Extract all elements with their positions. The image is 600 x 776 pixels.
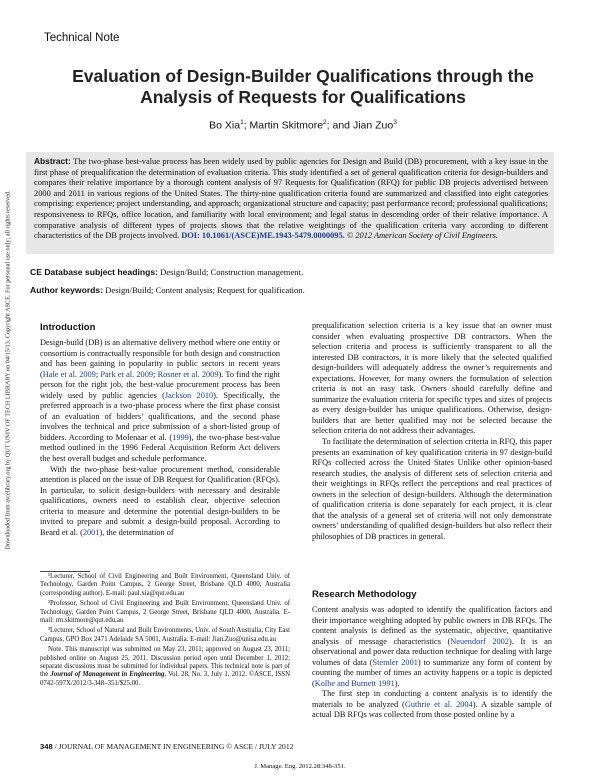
affiliation-mark: 2: [323, 119, 327, 126]
abstract: [34, 156, 548, 242]
footnote-2: ²Professor, School of Civil Engineering and Built Environment, Queensland Univ. of Technology, Garden Point Campus, 2 George Street, Brisbane QLD 4000, Australia. E-mail: rm.skitmore@qut.edu.au: [40, 600, 290, 625]
citation-link[interactable]: Park et al. 2009: [100, 369, 153, 379]
subject-headings-text: Design/Build; Construction management.: [160, 267, 304, 277]
intro-paragraph-2: With the two-phase best-value procurement method, considerable attention is placed on the issue of DB Request for Qualification (RFQs). In particular, to solicit design-builders with necessary and desirable qualifications, owners need to establish clear, objective selection criteria to measure and determine the potential design-builders to be invited to prepare and submit a design-build proposal. According to Beard et al. (2001), the determination of: [40, 464, 280, 537]
footnote-1: ¹Lecturer, School of Civil Engineering and Built Environment, Queensland Univ. of Technology, Garden Point Campus, 2 George Street, Brisbane QLD 4000, Australia (corresponding author). E-mail: paul.xia@qut.edu.au: [40, 573, 290, 597]
footnote-rule: [40, 571, 90, 572]
abstract-text: The two-phase best-value process has been widely used by public agencies for Design and Build (DB) procurement, with a key issue in the first phase of prequalification the determination of evaluation criteria. This study identified a set of general qualification criteria for design-builders and compares their relative importance by a thorough content analysis of 97 Requests for Qualification (RFQ) for public DB projects advertised between 2000 and 2011 in various regions of the United States. The thirty-nine qualification criteria found are summarized and classified into eight categories comprising: experience; project understanding, and approach; organizational structure and capacity; past performance record; professional qualifications; responsiveness to RFQs, office location, and familiarity with local environment; and legal status in descending order of their relative importance. A comparative analysis of different types of projects shows that the relative weightings of the qualification criteria vary according to different characteristics of the DB projects involved.: [34, 157, 548, 241]
citation-link[interactable]: Neuendorf 2002: [450, 636, 509, 646]
abstract-copyright: © 2012 American Society of Civil Engineers.: [346, 231, 498, 241]
right-paragraph-2: To facilitate the determination of selection criteria in RFQ, this paper presents an examination of key qualification criteria in 97 design-build RFQs collected across the United States Unlike other opinion-based research studies, the analysis of different sets of selection criteria and their weightings in RFQs reflect the perceptions and real practices of owners in the selection of design-builders. Although the determination of qualification criteria is done separately for each project, it is clear that the analysis of a general set of criteria will not only demonstrate owners’ understanding of qualified design-builders but also reflect their philosophies of DB practices in general.: [312, 437, 552, 541]
author-list: Bo Xia$^1$; Martin Skitmore$^2$; and Jian Zuo$^3$: [209, 119, 397, 132]
methodology-paragraph-1: Content analysis was adopted to identify the qualification factors and their importance weighting adopted by public owners in DB RFQs. The content analysis is defined as the systematic, objective, quantitative analysis of message characteristics (Neuendorf 2002). It is an observational and power data reduction technique for dealing with large volumes of data (Stemler 2001) to summarize any form of content by counting the number of times an activity happens or a topic is depicted (Kolbe and Burnett 1991).: [312, 605, 552, 688]
citation-link[interactable]: Hale et al. 2009: [42, 369, 96, 379]
citation-link[interactable]: Rosner et al. 2009: [157, 369, 219, 379]
footer-journal: / JOURNAL OF MANAGEMENT IN ENGINEERING © ASCE / JULY 2012: [52, 742, 294, 751]
author-keywords-label: Author keywords:: [30, 285, 104, 295]
page-number: 348: [40, 742, 53, 751]
citation-line: J. Manage. Eng. 2012.28:348-351.: [254, 763, 346, 770]
footnotes: [40, 573, 290, 690]
author-keywords: [30, 285, 550, 295]
author-keywords-text: Design/Build; Content analysis; Request for qualification.: [105, 285, 305, 295]
right-column-top: [312, 321, 552, 542]
subject-headings-label: CE Database subject headings:: [30, 267, 158, 277]
introduction-heading: Introduction: [40, 322, 96, 333]
section-label: Technical Note: [44, 32, 120, 44]
author-name: Jian Zuo: [352, 119, 394, 132]
doi-link[interactable]: DOI: 10.1061/(ASCE)ME.1943-5479.0000095.: [181, 231, 345, 241]
citation-link[interactable]: Stemler 2001: [372, 657, 418, 667]
subject-headings: [30, 267, 550, 277]
affiliation-mark: 3: [393, 119, 397, 126]
journal-name: Journal of Management in Engineering: [50, 671, 165, 679]
affiliation-mark: 1: [240, 119, 244, 126]
download-sidebar: Downloaded from ascelibrary.org by QUT UNIV OF TECH LIBRARY on 04/15/13. Copyright ASCE. For personal use only; all rights reserved.: [4, 190, 12, 550]
right-paragraph-1: prequalification selection criteria is a key issue that an owner must consider when evaluating prospective DB contractors. When the selection criteria and process is sufficiently transparent to all the interested DB contractors, it is more likely that the selected qualified design-builders will adequately address the owner’s requirements and expectations. However, for many owners the formulation of selection criteria is not an easy task. Owners should carefully define and summarize the evaluation criteria for specific types and sizes of projects as every design-builder has unique qualifications. Otherwise, design-builders that are better qualified may not be selected because the selection criteria do not address their advantages.: [312, 321, 552, 436]
right-column-bottom: [312, 605, 552, 721]
abstract-label: Abstract:: [34, 156, 71, 166]
intro-paragraph-1: Design-build (DB) is an alternative delivery method where one entity or consortium is contractually responsible for both design and construction and has been gaining in popularity in public sectors in recent years (Hale et al. 2009; Park et al. 2009; Rosner et al. 2009). To find the right person for the right job, the best-value procurement process has been widely used by public agencies (Jackson 2010). Specifically, the preferred approach is a two-phase process where the first phase consist of an evaluation of bidders’ qualifications, and the second phase involves the technical and price submission of a short-listed group of bidders. According to Molenaar et al. (1999), the two-phase best-value method outlined in the 1996 Federal Acquisition Reform Act delivers the best overall budget and schedule performance.: [40, 338, 281, 464]
left-column: [40, 338, 280, 538]
citation-link[interactable]: Kolbe and Burnett 1991: [314, 678, 395, 688]
research-methodology-heading: Research Methodology: [312, 589, 417, 600]
citation-link[interactable]: 1999: [172, 432, 189, 442]
page-footer: [40, 742, 293, 751]
citation-link[interactable]: Guthrie et al. 2004: [404, 699, 473, 709]
footnote-3: ³Lecturer, School of Natural and Built Environments, Univ. of South Australia, City East Campus, GPO Box 2471 Adelaide SA 5001, Australia. E-mail: Jian.Zuo@unisa.edu.au: [40, 627, 290, 643]
methodology-paragraph-2: The first step in conducting a content analysis is to identify the materials to be analyzed (Guthrie et al. 2004). A sizable sample of actual DB RFQs was collected from those posted online by a: [312, 689, 552, 720]
citation-link[interactable]: Jackson 2010: [164, 390, 214, 400]
author-name: Martin Skitmore: [249, 119, 324, 132]
citation-link[interactable]: 2001: [82, 527, 100, 537]
submission-note: Note. This manuscript was submitted on May 23, 2011; approved on August 23, 2011; published online on August 25, 2011. Discussion period open until December 1, 2012; separate discussions must be submitted for individual papers. This technical note is part of the Journal of Management in Engineering, Vol. 28, No. 3, July 1, 2012. ©ASCE, ISSN 0742-597X/2012/3-348–351/$25.00.: [40, 646, 290, 687]
author-name: Bo Xia: [209, 119, 241, 132]
paper-title: Evaluation of Design-Builder Qualifications through the Analysis of Requests for Qualifications: [72, 66, 534, 107]
